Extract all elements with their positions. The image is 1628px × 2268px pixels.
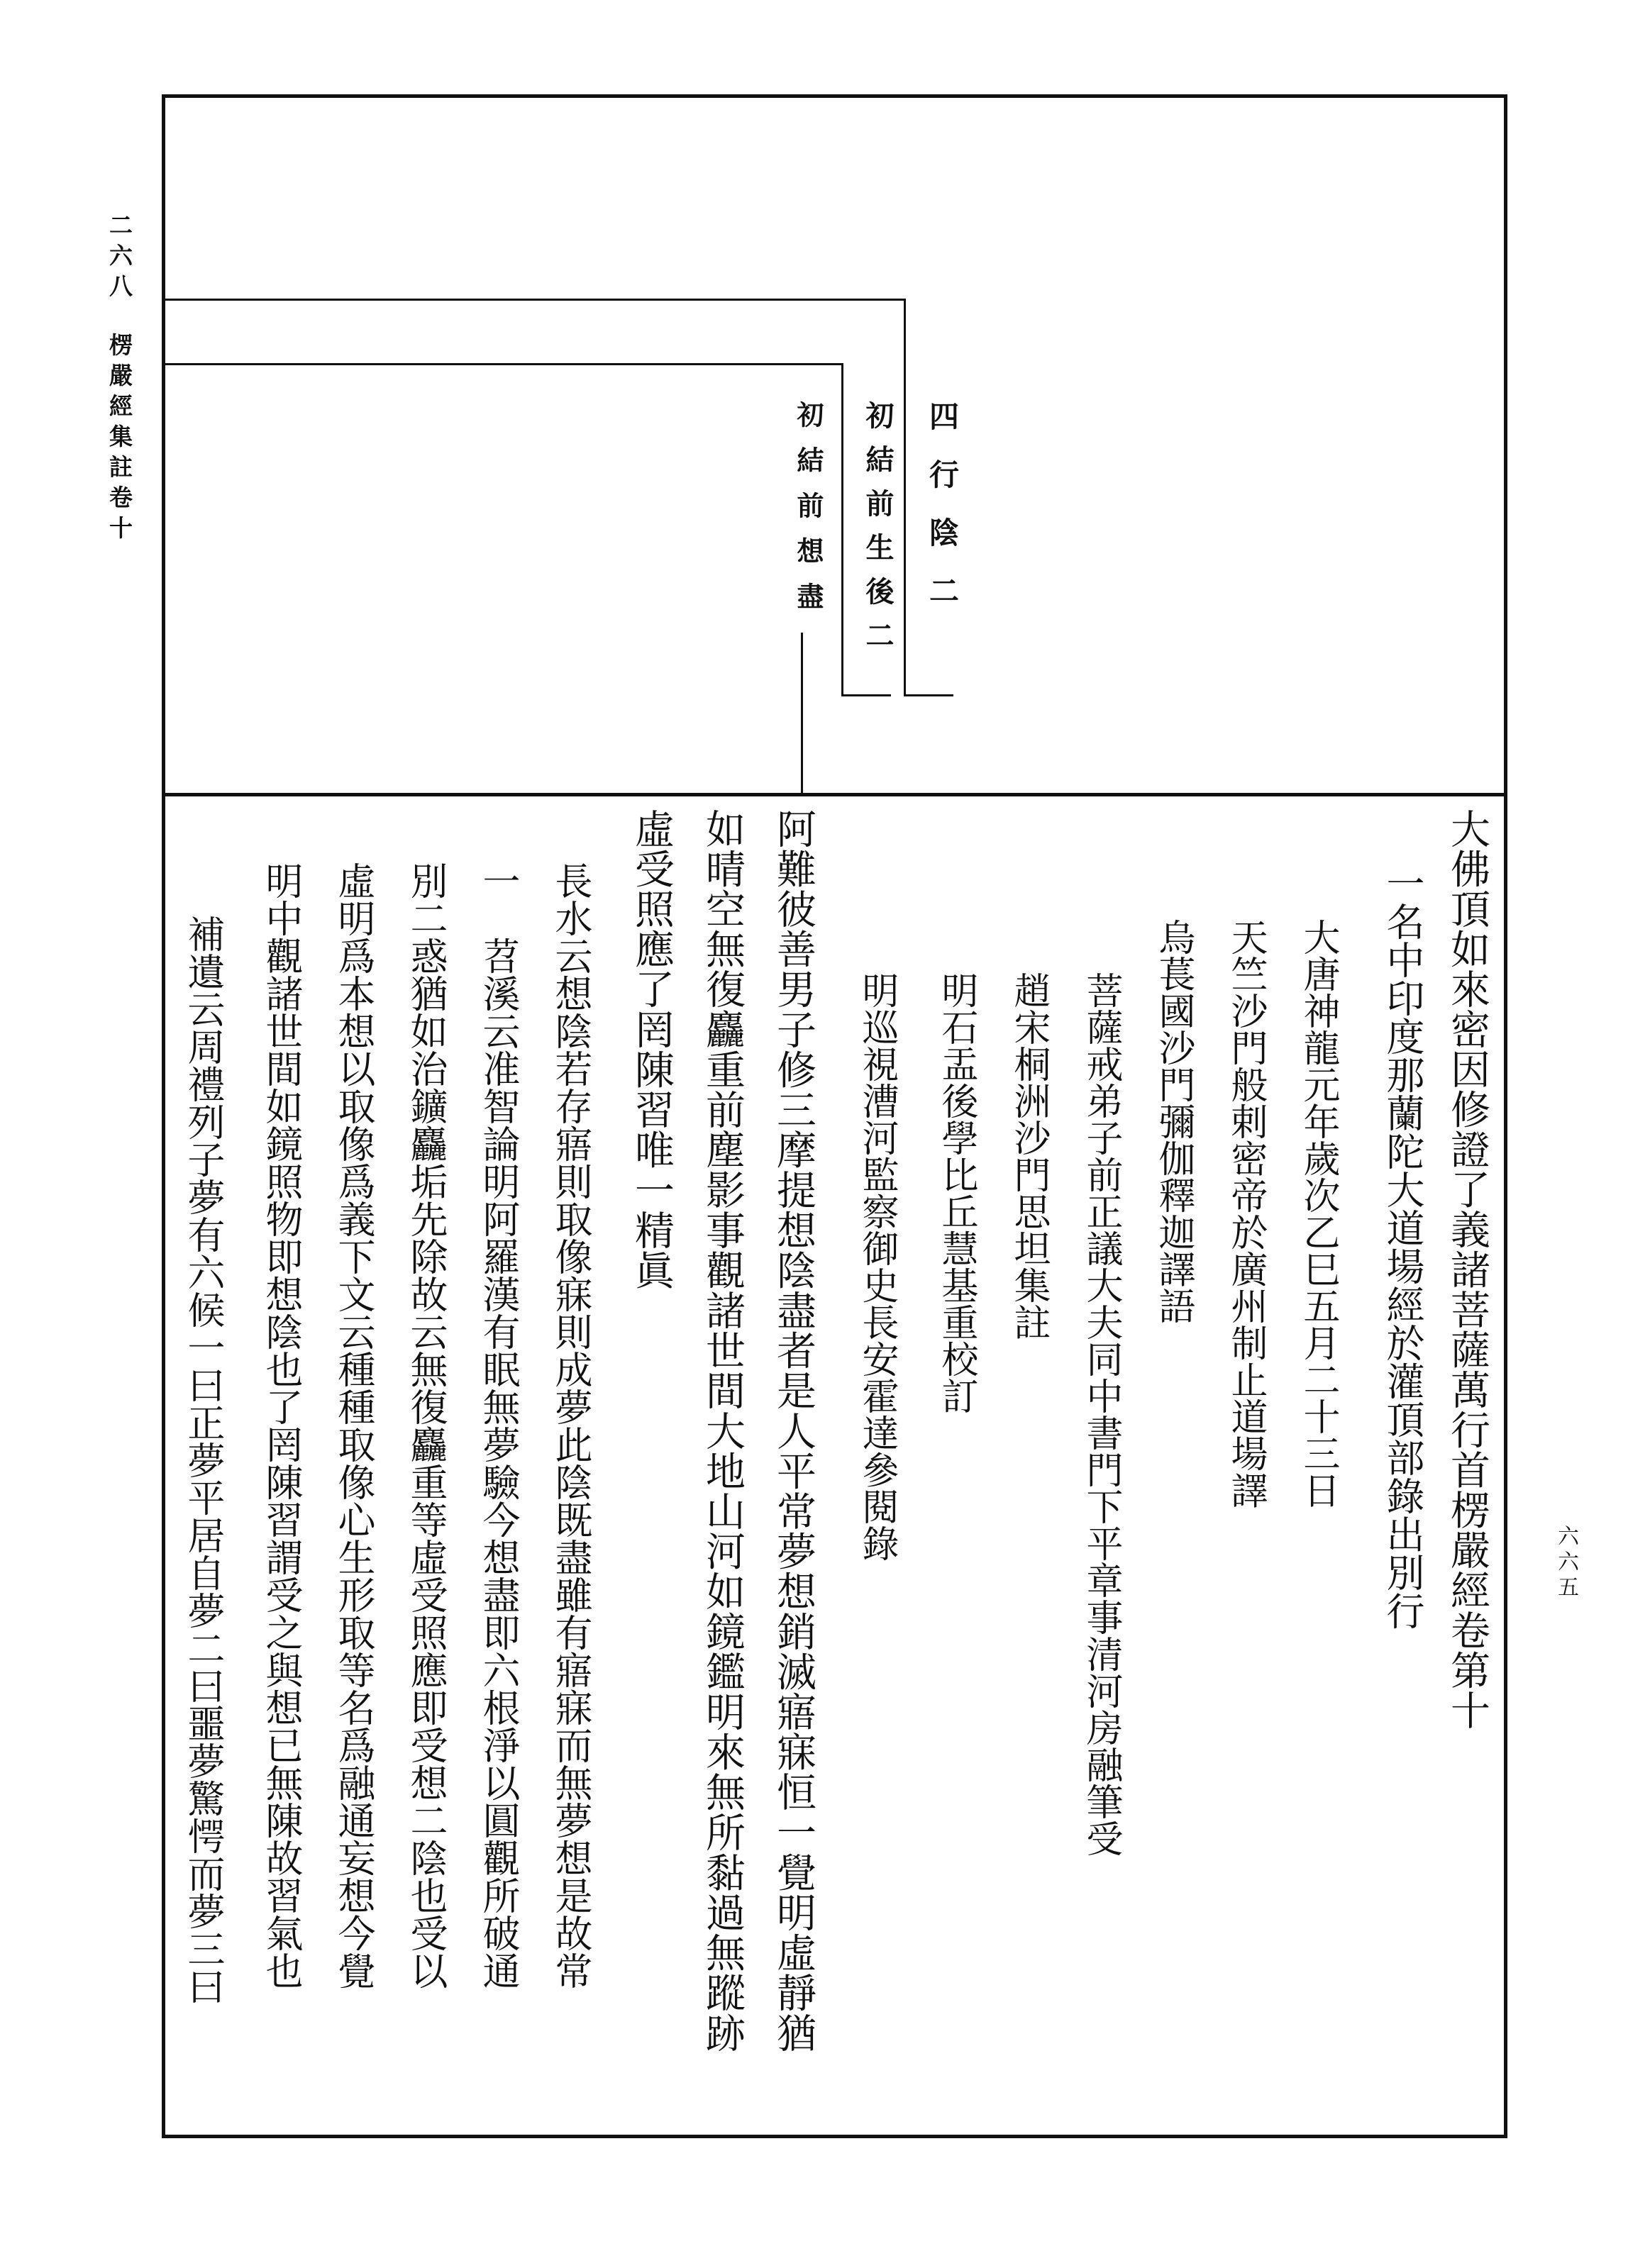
- sutra-title: 大佛頂如來密因修證了義諸菩薩萬行首楞嚴經卷第十: [1444, 808, 1490, 1730]
- outline-connector-mid: [162, 363, 843, 365]
- folio-number: [1550, 1525, 1581, 1601]
- commentary-line-1: 長水云想陰若存寤則取像寐則成夢此陰既盡雖有寤寐而無夢想是故常: [549, 862, 592, 1989]
- commentary-line-3: 別二惑猶如治鑛麤垢先除故云無復麤重等虛受照應即受想二陰也受以: [404, 862, 448, 1989]
- outline-connector-mid-drop: [841, 363, 843, 696]
- outline-connector-mid-foot: [841, 694, 891, 696]
- alternate-title: 一名中印度那蘭陀大道場經於灌頂部錄出別行: [1380, 864, 1425, 1630]
- running-title: 楞嚴經集註卷十: [106, 333, 133, 546]
- translator-credit-2: 烏萇國沙門彌伽釋迦譯語: [1152, 918, 1195, 1324]
- outline-connector-top-drop: [904, 299, 906, 696]
- outline-node-2: 初結前生後二: [861, 401, 895, 665]
- scribe-credit: 菩薩戒弟子前正議大夫同中書門下平章事清河房融筆受: [1080, 972, 1122, 1857]
- page-index: 二六八: [106, 213, 133, 304]
- sutra-text-line-2: 如晴空無復麤重前塵影事觀諸世間大地山河如鏡鑑明來無所黏過無蹤跡: [699, 808, 746, 2053]
- outline-connector-low: [801, 633, 803, 793]
- commentary-line-5: 明中觀諸世間如鏡照物即想陰也了罔陳習謂受之與想已無陳故習氣也: [260, 862, 303, 1989]
- compiler-credit: 趙宋桐洲沙門思坦集註: [1007, 972, 1050, 1340]
- outline-node-3: 初結前想盡: [792, 401, 824, 628]
- translation-date: 大唐神龍元年歲次乙巳五月二十三日: [1297, 918, 1339, 1508]
- outline-connector-top: [162, 299, 905, 301]
- outline-node-1: 四行陰二: [925, 401, 960, 633]
- section-divider: [162, 793, 1507, 796]
- sutra-text-line-1: 阿難彼善男子修三摩提想陰盡者是人平常夢想銷滅寤寐恒一覺明虛靜猶: [770, 808, 816, 2053]
- commentary-line-6: 補遺云周禮列子夢有六候一曰正夢平居自夢二曰噩夢驚愕而夢三曰: [182, 915, 225, 2005]
- running-header: [103, 213, 136, 546]
- translator-credit-1: 天竺沙門般剌密帝於廣州制止道場譯: [1224, 918, 1267, 1508]
- sutra-text-line-3: 虛受照應了罔陳習唯一精眞: [629, 808, 675, 1291]
- outline-connector-top-foot: [904, 694, 953, 696]
- folio-text: 六六五: [1554, 1525, 1578, 1601]
- reviser-credit: 明石盂後學比丘慧基重校訂: [935, 972, 978, 1414]
- commentary-line-4: 虛明爲本想以取像爲義下文云種種取像心生形取等名爲融通妄想今覺: [332, 862, 375, 1989]
- commentary-line-2: 一 苕溪云准智論明阿羅漢有眠無夢驗今想盡即六根淨以圓觀所破通: [477, 862, 520, 1989]
- proofreader-credit: 明巡視漕河監察御史長安霍達參閱錄: [855, 972, 898, 1562]
